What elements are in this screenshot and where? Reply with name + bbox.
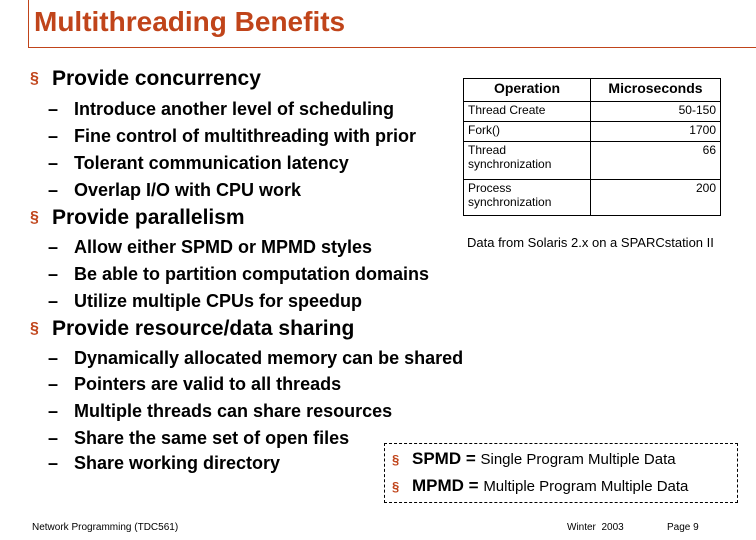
definition-spmd: § SPMD = Single Program Multiple Data: [392, 449, 676, 468]
sub-item: – Allow either SPMD or MPMD styles: [48, 237, 373, 257]
footer-term: Winter 2003: [567, 522, 624, 533]
performance-table: [463, 78, 721, 226]
bullet-concurrency: § Provide concurrency: [30, 67, 261, 90]
bullet-marker-icon: §: [30, 70, 39, 87]
bullet-parallelism: § Provide parallelism: [30, 206, 245, 229]
sub-item: – Be able to partition computation domains: [48, 264, 430, 284]
bullet-marker-icon: §: [392, 479, 400, 494]
table-cell-value: 1700: [591, 122, 721, 142]
bullet-marker-icon: §: [30, 320, 39, 337]
table-cell-operation: Thread Create: [464, 102, 591, 122]
slide-title: Multithreading Benefits: [34, 6, 346, 37]
sub-item: – Utilize multiple CPUs for speedup: [48, 291, 363, 311]
sub-item: – Introduce another level of scheduling: [48, 99, 395, 119]
table-cell-value: 50-150: [591, 102, 721, 122]
table-cell-operation: Thread synchronization: [464, 142, 591, 180]
bullet-resource-sharing: § Provide resource/data sharing: [30, 317, 355, 340]
table-cell-operation: Fork(): [464, 122, 591, 142]
footer-page-number: Page 9: [667, 522, 699, 533]
sub-item: – Multiple threads can share resources: [48, 401, 393, 421]
table-cell-value: 200: [591, 180, 721, 216]
sub-item: – Tolerant communication latency: [48, 153, 349, 173]
title-underline: [28, 47, 756, 48]
bullet-marker-icon: §: [392, 452, 400, 467]
bullet-marker-icon: §: [30, 209, 39, 226]
table-header-operation: Operation: [464, 79, 591, 102]
sub-item: – Share working directory: [48, 453, 281, 473]
footer-course: Network Programming (TDC561): [32, 522, 179, 533]
sub-item: – Fine control of multithreading with prior: [48, 126, 416, 146]
table-cell-value: 66: [591, 142, 721, 180]
sub-item: – Dynamically allocated memory can be shared: [48, 348, 464, 368]
definition-mpmd: § MPMD = Multiple Program Multiple Data: [392, 476, 689, 495]
table-header-microseconds: Microseconds: [591, 79, 721, 102]
sub-item: – Share the same set of open files: [48, 428, 350, 448]
sub-item: – Overlap I/O with CPU work: [48, 180, 302, 200]
title-rule-vertical: [28, 0, 29, 47]
sub-item: – Pointers are valid to all threads: [48, 374, 342, 394]
table-cell-operation: Process synchronization: [464, 180, 591, 216]
table-caption: Data from Solaris 2.x on a SPARCstation II: [467, 235, 714, 250]
